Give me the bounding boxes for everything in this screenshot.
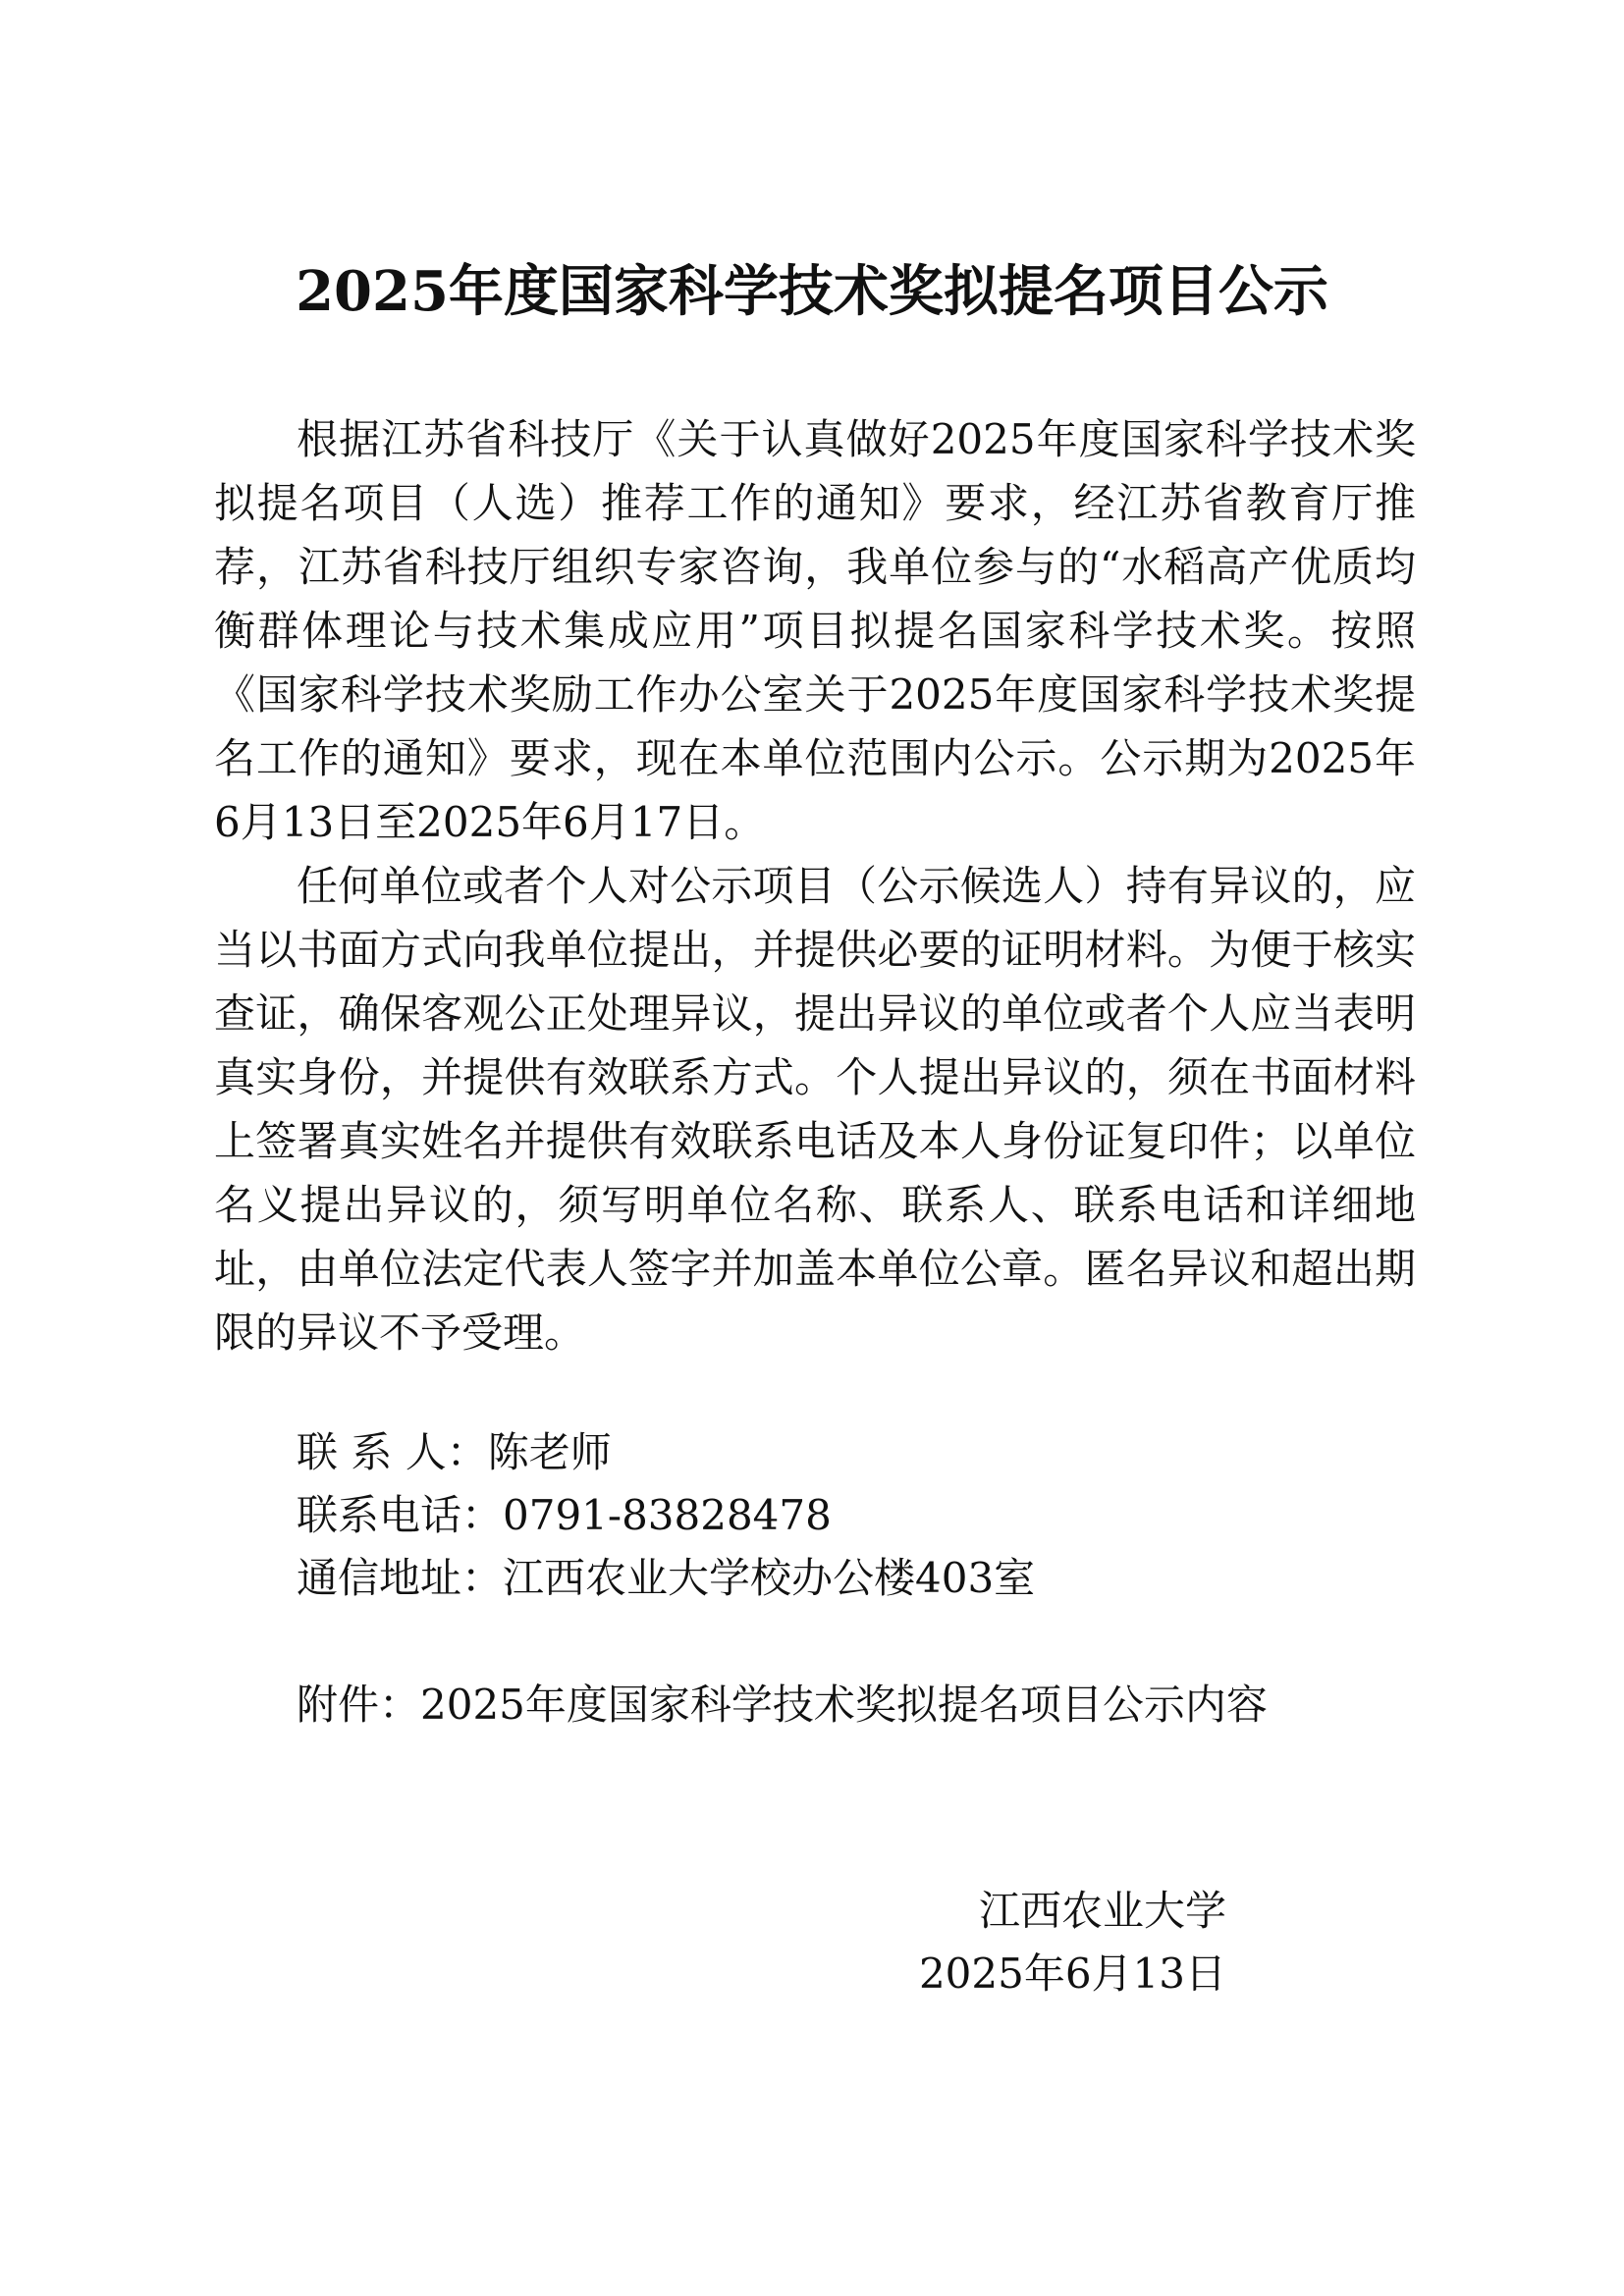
- paragraph-notice: 根据江苏省科技厅《关于认真做好2025年度国家科学技术奖拟提名项目（人选）推荐工作的通知》要求，经江苏省教育厅推荐，江苏省科技厅组织专家咨询，我单位参与的“水稻高产优质均衡群体理论与技术集成应用”项目拟提名国家科学技术奖。按照《国家科学技术奖励工作办公室关于2025年度国家科学技术奖提名工作的通知》要求，现在本单位范围内公示。公示期为2025年6月13日至2025年6月17日。: [214, 415, 1416, 846]
- signature-block: [919, 1880, 1226, 2005]
- contact-address: 通信地址：江西农业大学校办公楼403室: [297, 1554, 1036, 1602]
- signature-organization: 江西农业大学: [978, 1887, 1226, 1935]
- document-body: [214, 407, 1416, 1364]
- contact-person: 联 系 人：陈老师: [297, 1428, 612, 1476]
- document-title: 2025年度国家科学技术奖拟提名项目公示: [296, 259, 1328, 324]
- contact-info: [297, 1421, 1035, 1610]
- paragraph-objection-rules: 任何单位或者个人对公示项目（公示候选人）持有异议的，应当以书面方式向我单位提出，并提供必要的证明材料。为便于核实查证，确保客观公正处理异议，提出异议的单位或者个人应当表明真实身份，并提供有效联系方式。个人提出异议的，须在书面材料上签署真实姓名并提供有效联系电话及本人身份证复印件；以单位名义提出异议的，须写明单位名称、联系人、联系电话和详细地址，由单位法定代表人签字并加盖本单位公章。匿名异议和超出期限的异议不予受理。: [214, 862, 1416, 1357]
- attachment-note: 附件：2025年度国家科学技术奖拟提名项目公示内容: [297, 1681, 1268, 1729]
- contact-phone: 联系电话：0791-83828478: [297, 1491, 832, 1539]
- signature-date: 2025年6月13日: [918, 1949, 1226, 1998]
